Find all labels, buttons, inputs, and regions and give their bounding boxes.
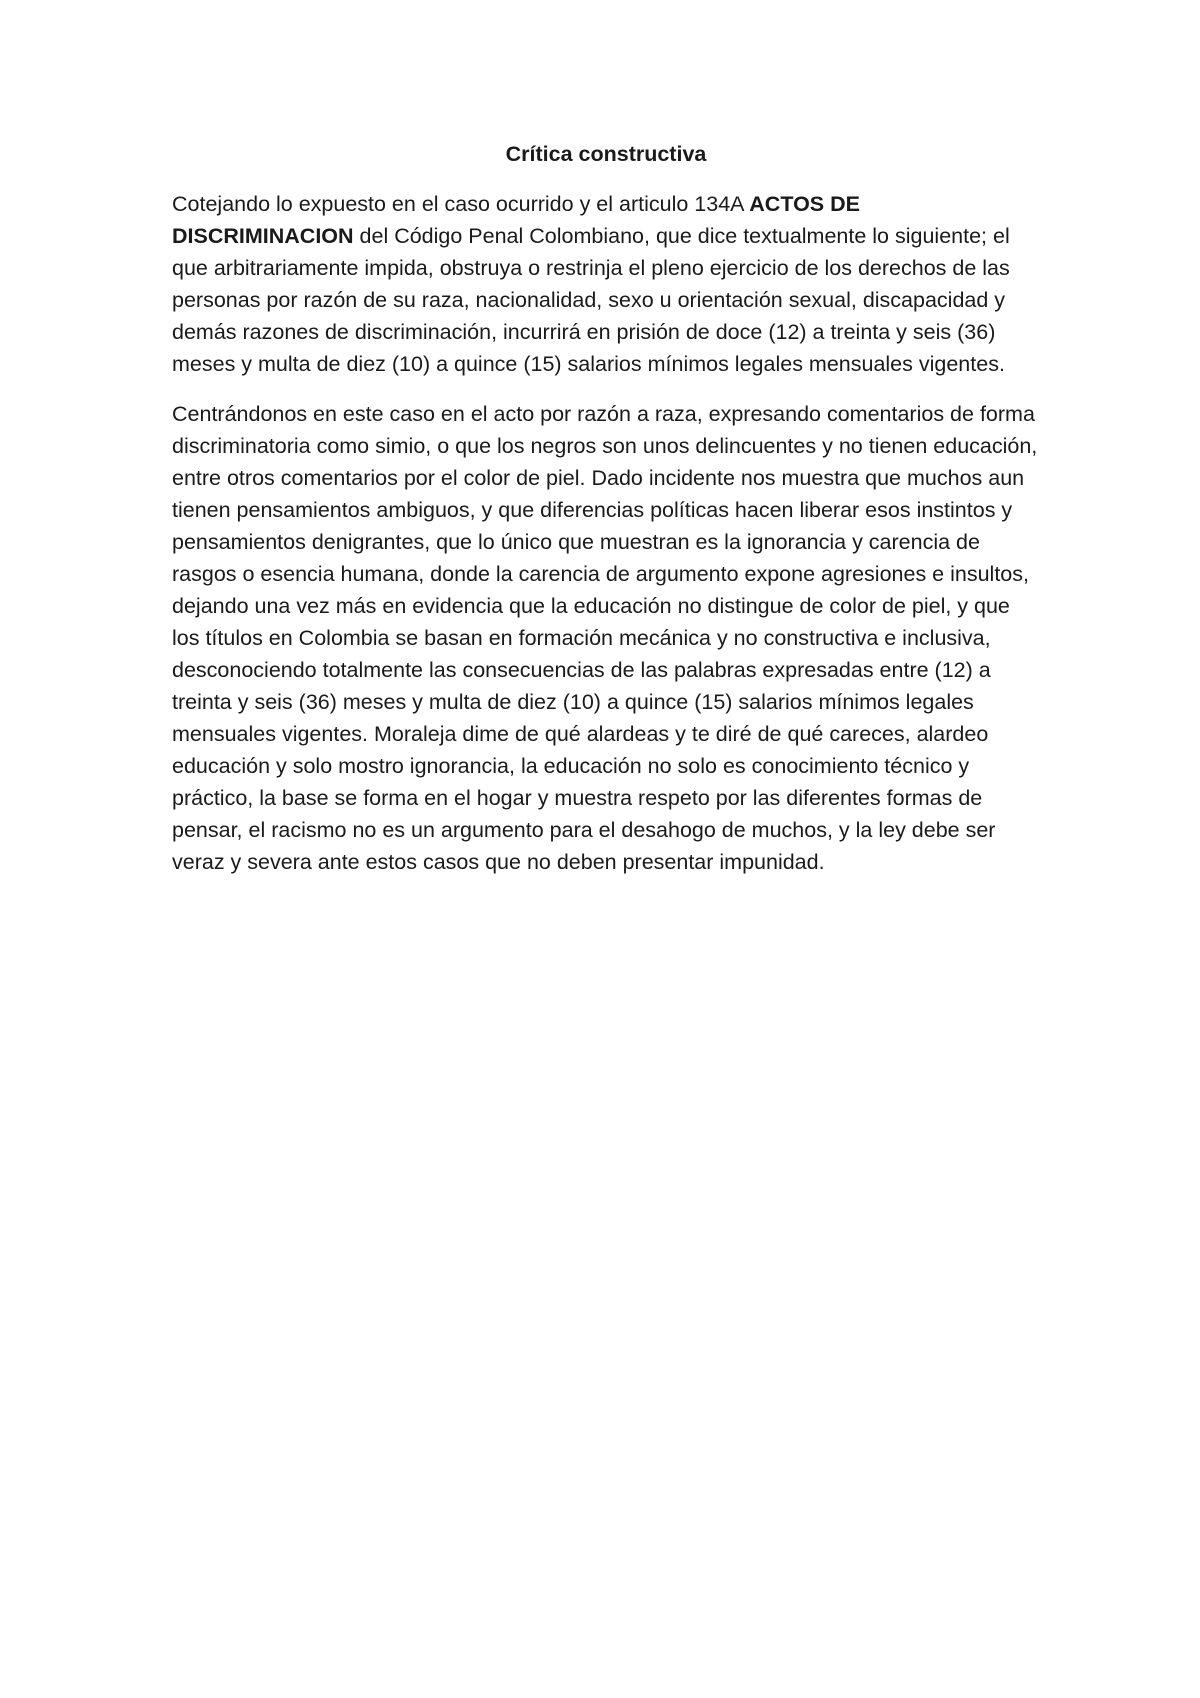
paragraph-1-intro: Cotejando lo expuesto en el caso ocurrido y el articulo 134A [172, 192, 750, 216]
paragraph-1-rest: del Código Penal Colombiano, que dice textualmente lo siguiente; el que arbitrariamente impida, obstruya o restrinja el pleno ejercicio de los derechos de las personas por razón de su raza, nacionalidad, sexo u orientación sexual, discapacidad y demás razones de discriminación, incurrirá en prisión de doce (12) a treinta y seis (36) meses y multa de diez (10) a quince (15) salarios mínimos legales mensuales vigentes. [172, 224, 1010, 376]
paragraph-1-bold-heading-part-1: ACTOS DE [749, 192, 860, 216]
document-title: Crítica constructiva [505, 142, 707, 166]
document-body [172, 138, 1040, 896]
paragraph-1-bold-heading-part-2: DISCRIMINACION [172, 224, 354, 248]
paragraph-1 [172, 188, 1040, 380]
paragraph-2: Centrándonos en este caso en el acto por razón a raza, expresando comentarios de forma discriminatoria como simio, o que los negros son unos delincuentes y no tienen educación, entre otros comentarios por el color de piel. Dado incidente nos muestra que muchos aun tienen pensamientos ambiguos, y que diferencias políticas hacen liberar esos instintos y pensamientos denigrantes, que lo único que muestran es la ignorancia y carencia de rasgos o esencia humana, donde la carencia de argumento expone agresiones e insultos, dejando una vez más en evidencia que la educación no distingue de color de piel, y que los títulos en Colombia se basan en formación mecánica y no constructiva e inclusiva, desconociendo totalmente las consecuencias de las palabras expresadas entre (12) a treinta y seis (36) meses y multa de diez (10) a quince (15) salarios mínimos legales mensuales vigentes. Moraleja dime de qué alardeas y te diré de qué careces, alardeo educación y solo mostro ignorancia, la educación no solo es conocimiento técnico y práctico, la base se forma en el hogar y muestra respeto por las diferentes formas de pensar, el racismo no es un argumento para el desahogo de muchos, y la ley debe ser veraz y severa ante estos casos que no deben presentar impunidad. [172, 402, 1038, 874]
